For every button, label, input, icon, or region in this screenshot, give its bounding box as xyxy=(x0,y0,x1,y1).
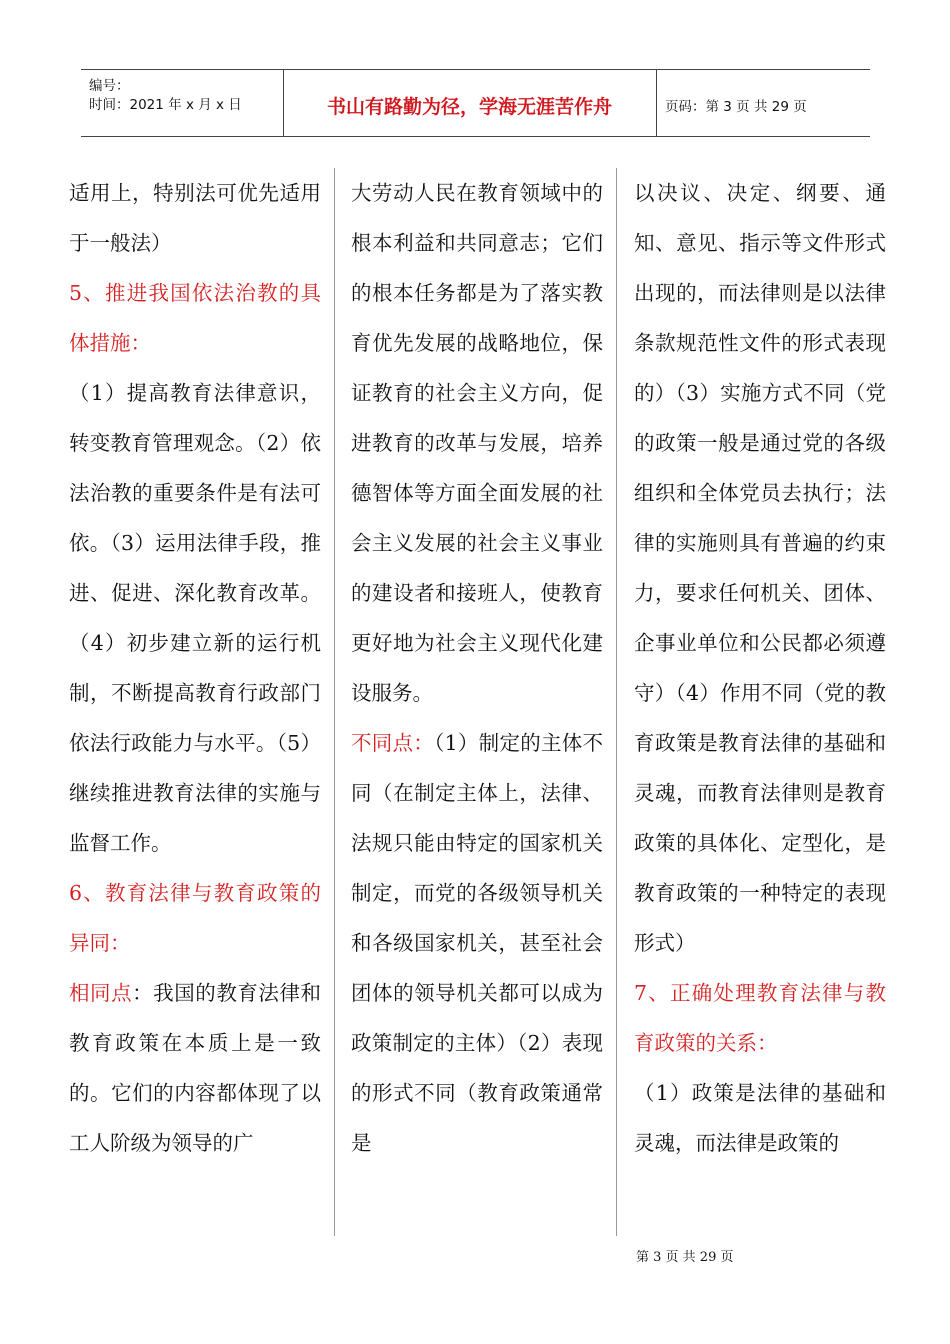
page-header xyxy=(81,69,870,137)
header-page-cell xyxy=(656,70,870,136)
column-divider xyxy=(334,168,335,1236)
text-column-1 xyxy=(69,168,321,1236)
paragraph-similarities xyxy=(69,968,321,1168)
text-column-2 xyxy=(351,168,603,1236)
differences-label: 不同点： xyxy=(351,731,435,755)
section-heading-7: 7、正确处理教育法律与教育政策的关系： xyxy=(634,981,886,1055)
similarities-label: 相同点 xyxy=(69,981,133,1005)
page-footer: 第 3 页 共 29 页 xyxy=(636,1250,734,1265)
paragraph-differences-cont: 以决议、决定、纲要、通知、意见、指示等文件形式出现的，而法律则是以法律条款规范性文件的形式表现的）（3）实施方式不同（党的政策一般是通过党的各级组织和全体党员去执行；法律的实施则具有普遍的约束力，要求任何机关、团体、企事业单位和公民都必须遵守）（4）作用不同（党的教育政策是教育法律的基础和灵魂，而教育法律则是教育政策的具体化、定型化，是教育政策的一种特定的表现形式） xyxy=(634,181,886,955)
header-page-code: 页码：第 3 页 共 29 页 xyxy=(665,99,807,115)
section-heading-6: 6、教育法律与教育政策的异同： xyxy=(69,881,321,955)
document-id-label: 编号： xyxy=(89,78,130,94)
column-divider xyxy=(616,168,617,1236)
paragraph-continuation: 适用上，特别法可优先适用于一般法） xyxy=(69,181,321,255)
text-column-3 xyxy=(634,168,886,1236)
paragraph-relationship: （1）政策是法律的基础和灵魂，而法律是政策的 xyxy=(634,1081,886,1155)
differences-text: （1）制定的主体不同（在制定主体上，法律、法规只能由特定的国家机关制定，而党的各级领导机关和各级国家机关，甚至社会团体的领导机关都可以成为政策制定的主体）（2）表现的形式不同（教育政策通常是 xyxy=(351,731,603,1155)
paragraph-similarities-cont: 大劳动人民在教育领域中的根本利益和共同意志；它们的根本任务都是为了落实教育优先发展的战略地位，保证教育的社会主义方向，促进教育的改革与发展，培养德智体等方面全面发展的社会主义发展的社会主义事业的建设者和接班人，使教育更好地为社会主义现代化建设服务。 xyxy=(351,181,603,705)
header-motto-cell xyxy=(283,70,657,136)
section-heading-5: 5、推进我国依法治教的具体措施： xyxy=(69,281,321,355)
header-meta-cell xyxy=(81,70,284,136)
header-motto: 书山有路勤为径，学海无涯苦作舟 xyxy=(326,96,612,118)
document-date: 时间：2021 年 x 月 x 日 xyxy=(89,97,242,113)
paragraph-differences xyxy=(351,718,603,1168)
paragraph-measures: （1）提高教育法律意识，转变教育管理观念。（2）依法治教的重要条件是有法可依。（3）运用法律手段，推进、促进、深化教育改革。（4）初步建立新的运行机制，不断提高教育行政部门依法行政能力与水平。（5）继续推进教育法律的实施与监督工作。 xyxy=(69,381,321,855)
similarities-text: ：我国的教育法律和教育政策在本质上是一致的。它们的内容都体现了以工人阶级为领导的广 xyxy=(69,981,321,1155)
